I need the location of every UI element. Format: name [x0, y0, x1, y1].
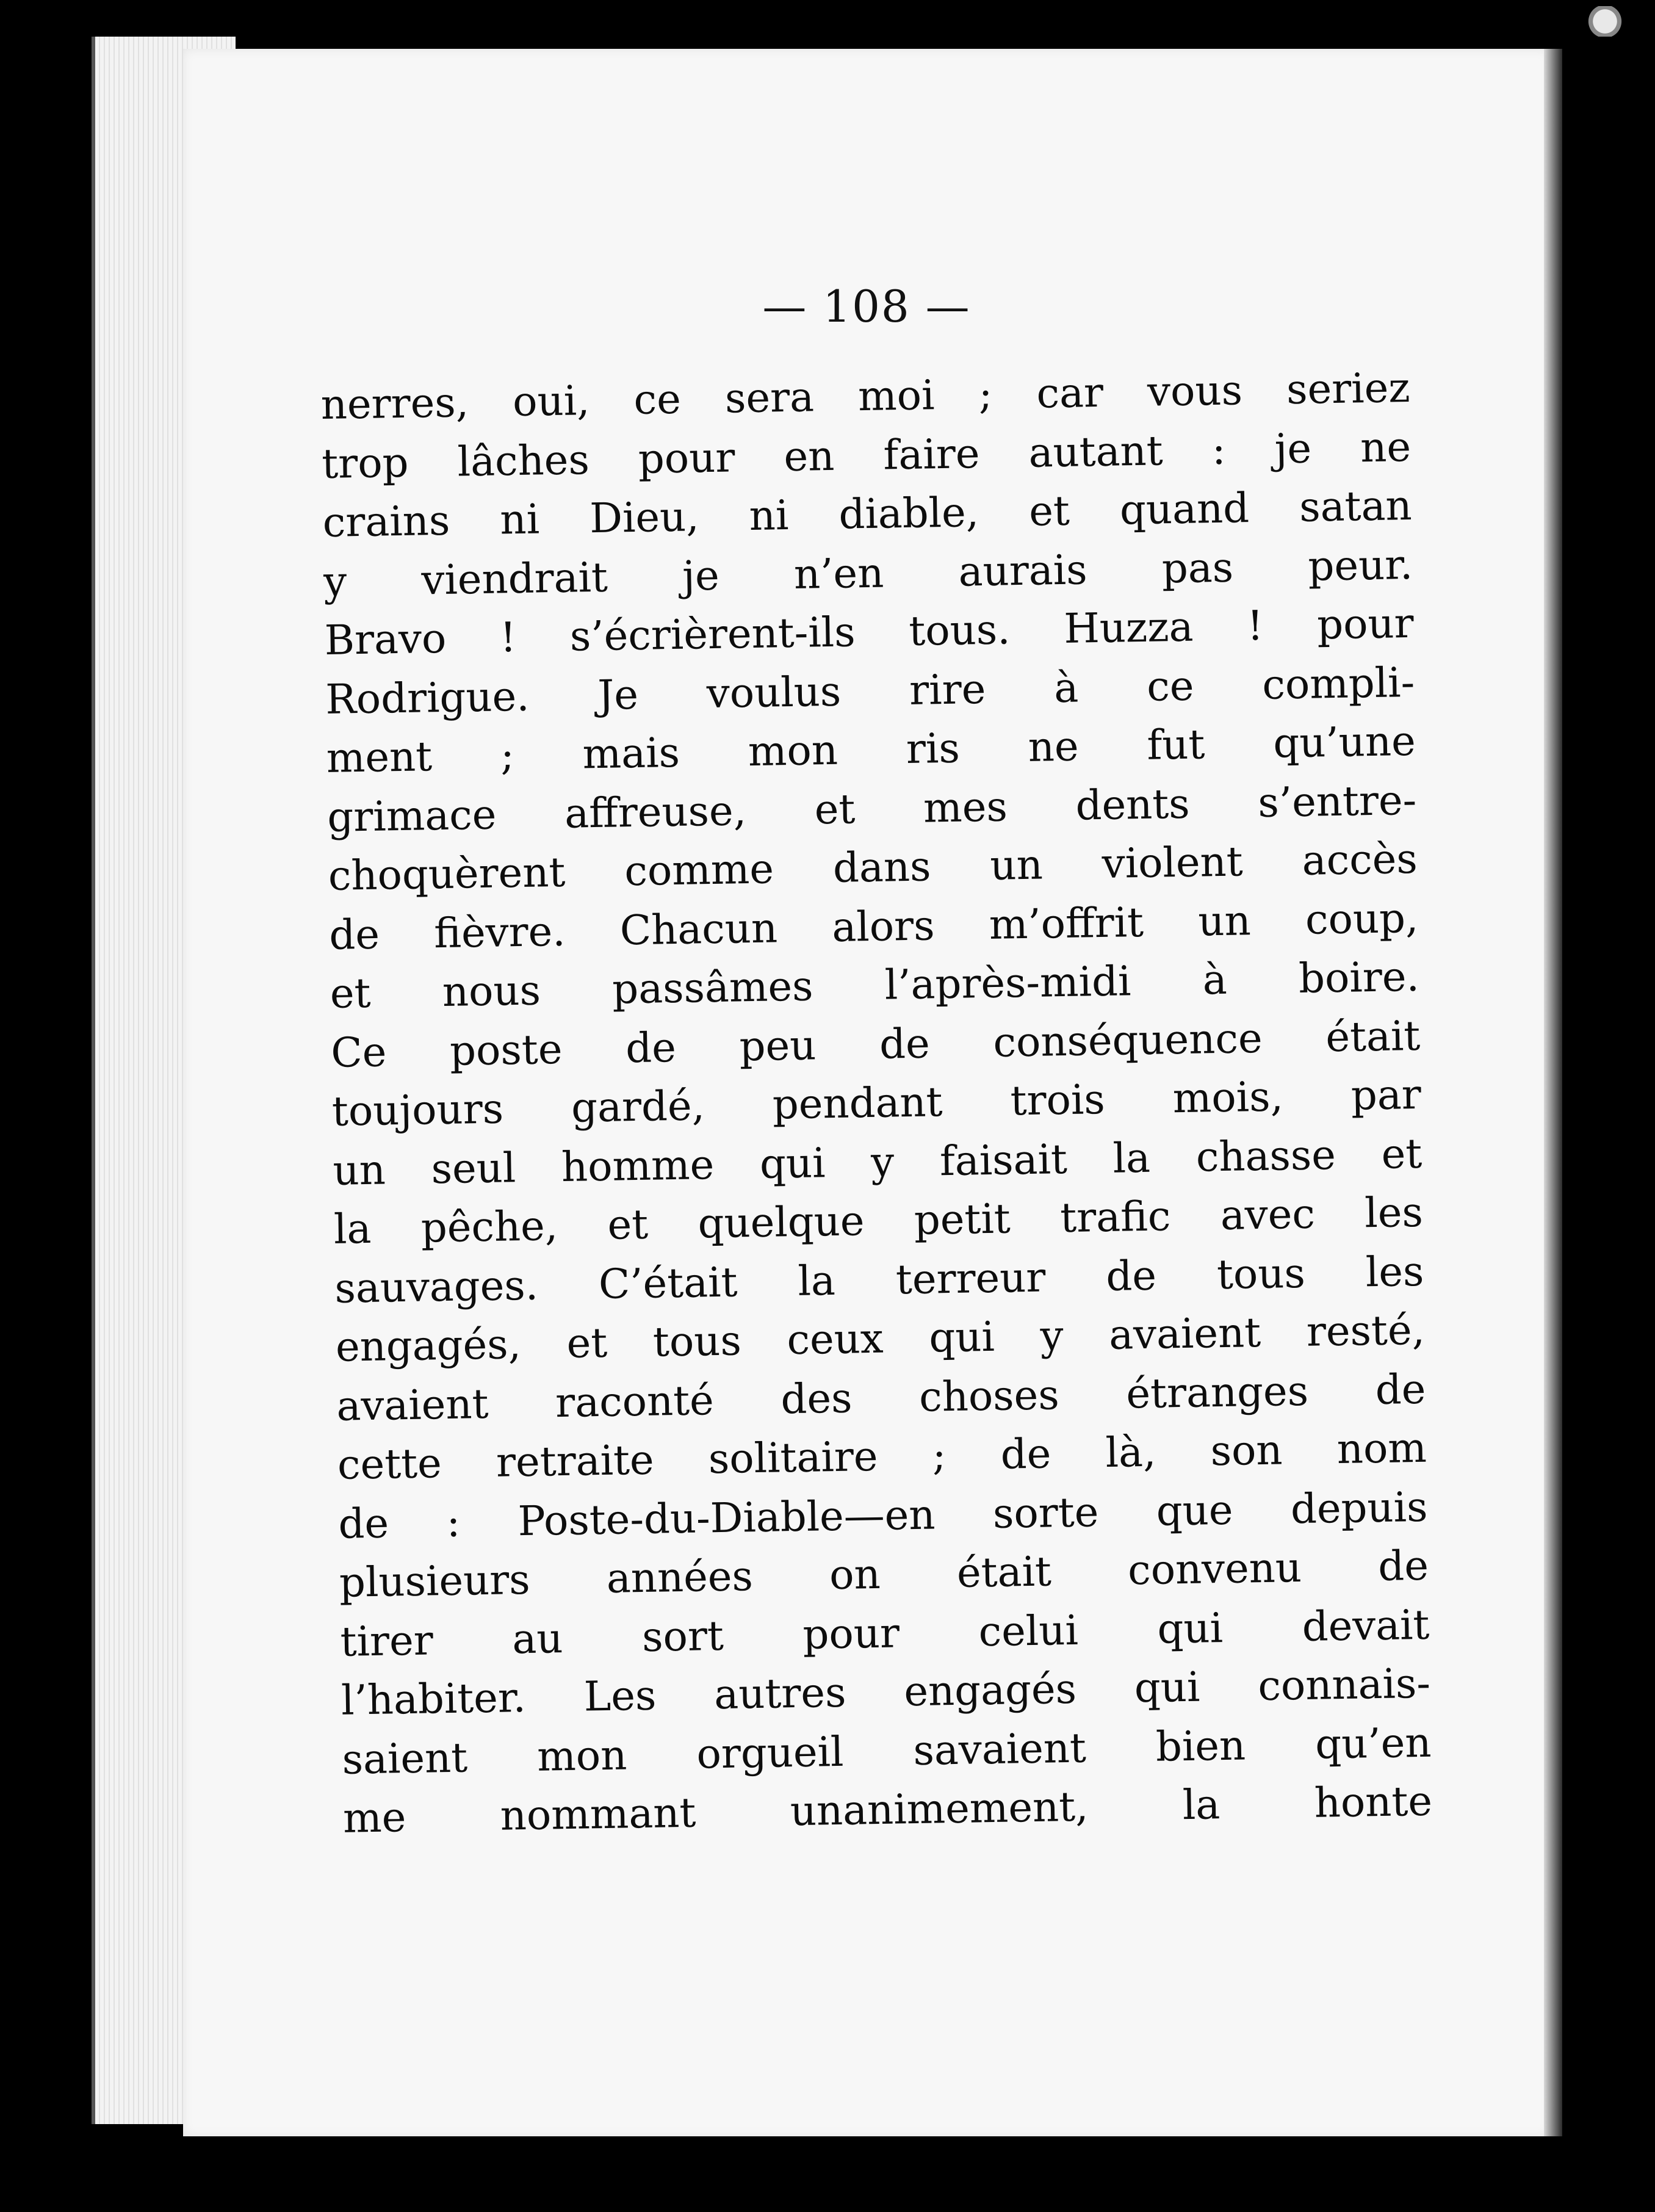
text-line: Rodrigue. Je voulus rire à ce compli-	[325, 658, 1415, 723]
text-line: la pêche, et quelque petit trafic avec les	[333, 1188, 1424, 1253]
text-line: l’habiter. Les autres engagés qui connais-	[341, 1659, 1431, 1724]
text-line: avaient raconté des choses étranges de	[336, 1365, 1426, 1430]
text-line: grimace affreuse, et mes dents s’entre-	[326, 776, 1417, 841]
text-line: me nommant unanimement, la honte	[342, 1777, 1433, 1842]
text-line: saient mon orgueil savaient bien qu’en	[342, 1718, 1432, 1784]
text-line: de : Poste-du-Diable—en sorte que depuis	[337, 1483, 1428, 1548]
text-line: crains ni Dieu, ni diable, et quand satan	[322, 481, 1413, 546]
text-line: un seul homme qui y faisait la chasse et	[332, 1129, 1422, 1195]
text-line: sauvages. C’était la terreur de tous les	[334, 1247, 1424, 1312]
body-text	[320, 358, 1433, 1848]
text-line: engagés, et tous ceux qui y avaient resté,	[335, 1306, 1426, 1371]
text-line: nerres, oui, ce sera moi ; car vous seriez	[320, 363, 1411, 428]
scan-edge-mark	[1588, 6, 1631, 37]
text-line: et nous passâmes l’après-midi à boire.	[330, 952, 1420, 1017]
text-line: y viendrait je n’en aurais pas peur.	[323, 540, 1413, 605]
text-line: tirer au sort pour celui qui devait	[339, 1600, 1430, 1666]
page-number: — 108 —	[762, 281, 971, 332]
text-line: cette retraite solitaire ; de là, son nom	[337, 1423, 1427, 1489]
text-line: plusieurs années on était convenu de	[339, 1541, 1429, 1607]
right-gutter-shadow	[1544, 49, 1562, 2136]
text-line: choquèrent comme dans un violent accès	[328, 834, 1418, 900]
text-line: ment ; mais mon ris ne fut qu’une	[326, 717, 1416, 782]
text-line: de fièvre. Chacun alors m’offrit un coup,	[328, 894, 1419, 959]
text-line: toujours gardé, pendant trois mois, par	[331, 1070, 1422, 1135]
text-line: Bravo ! s’écrièrent-ils tous. Huzza ! pour	[324, 599, 1415, 664]
text-line: trop lâches pour en faire autant : je ne	[321, 422, 1412, 488]
text-line: Ce poste de peu de conséquence était	[330, 1011, 1421, 1077]
